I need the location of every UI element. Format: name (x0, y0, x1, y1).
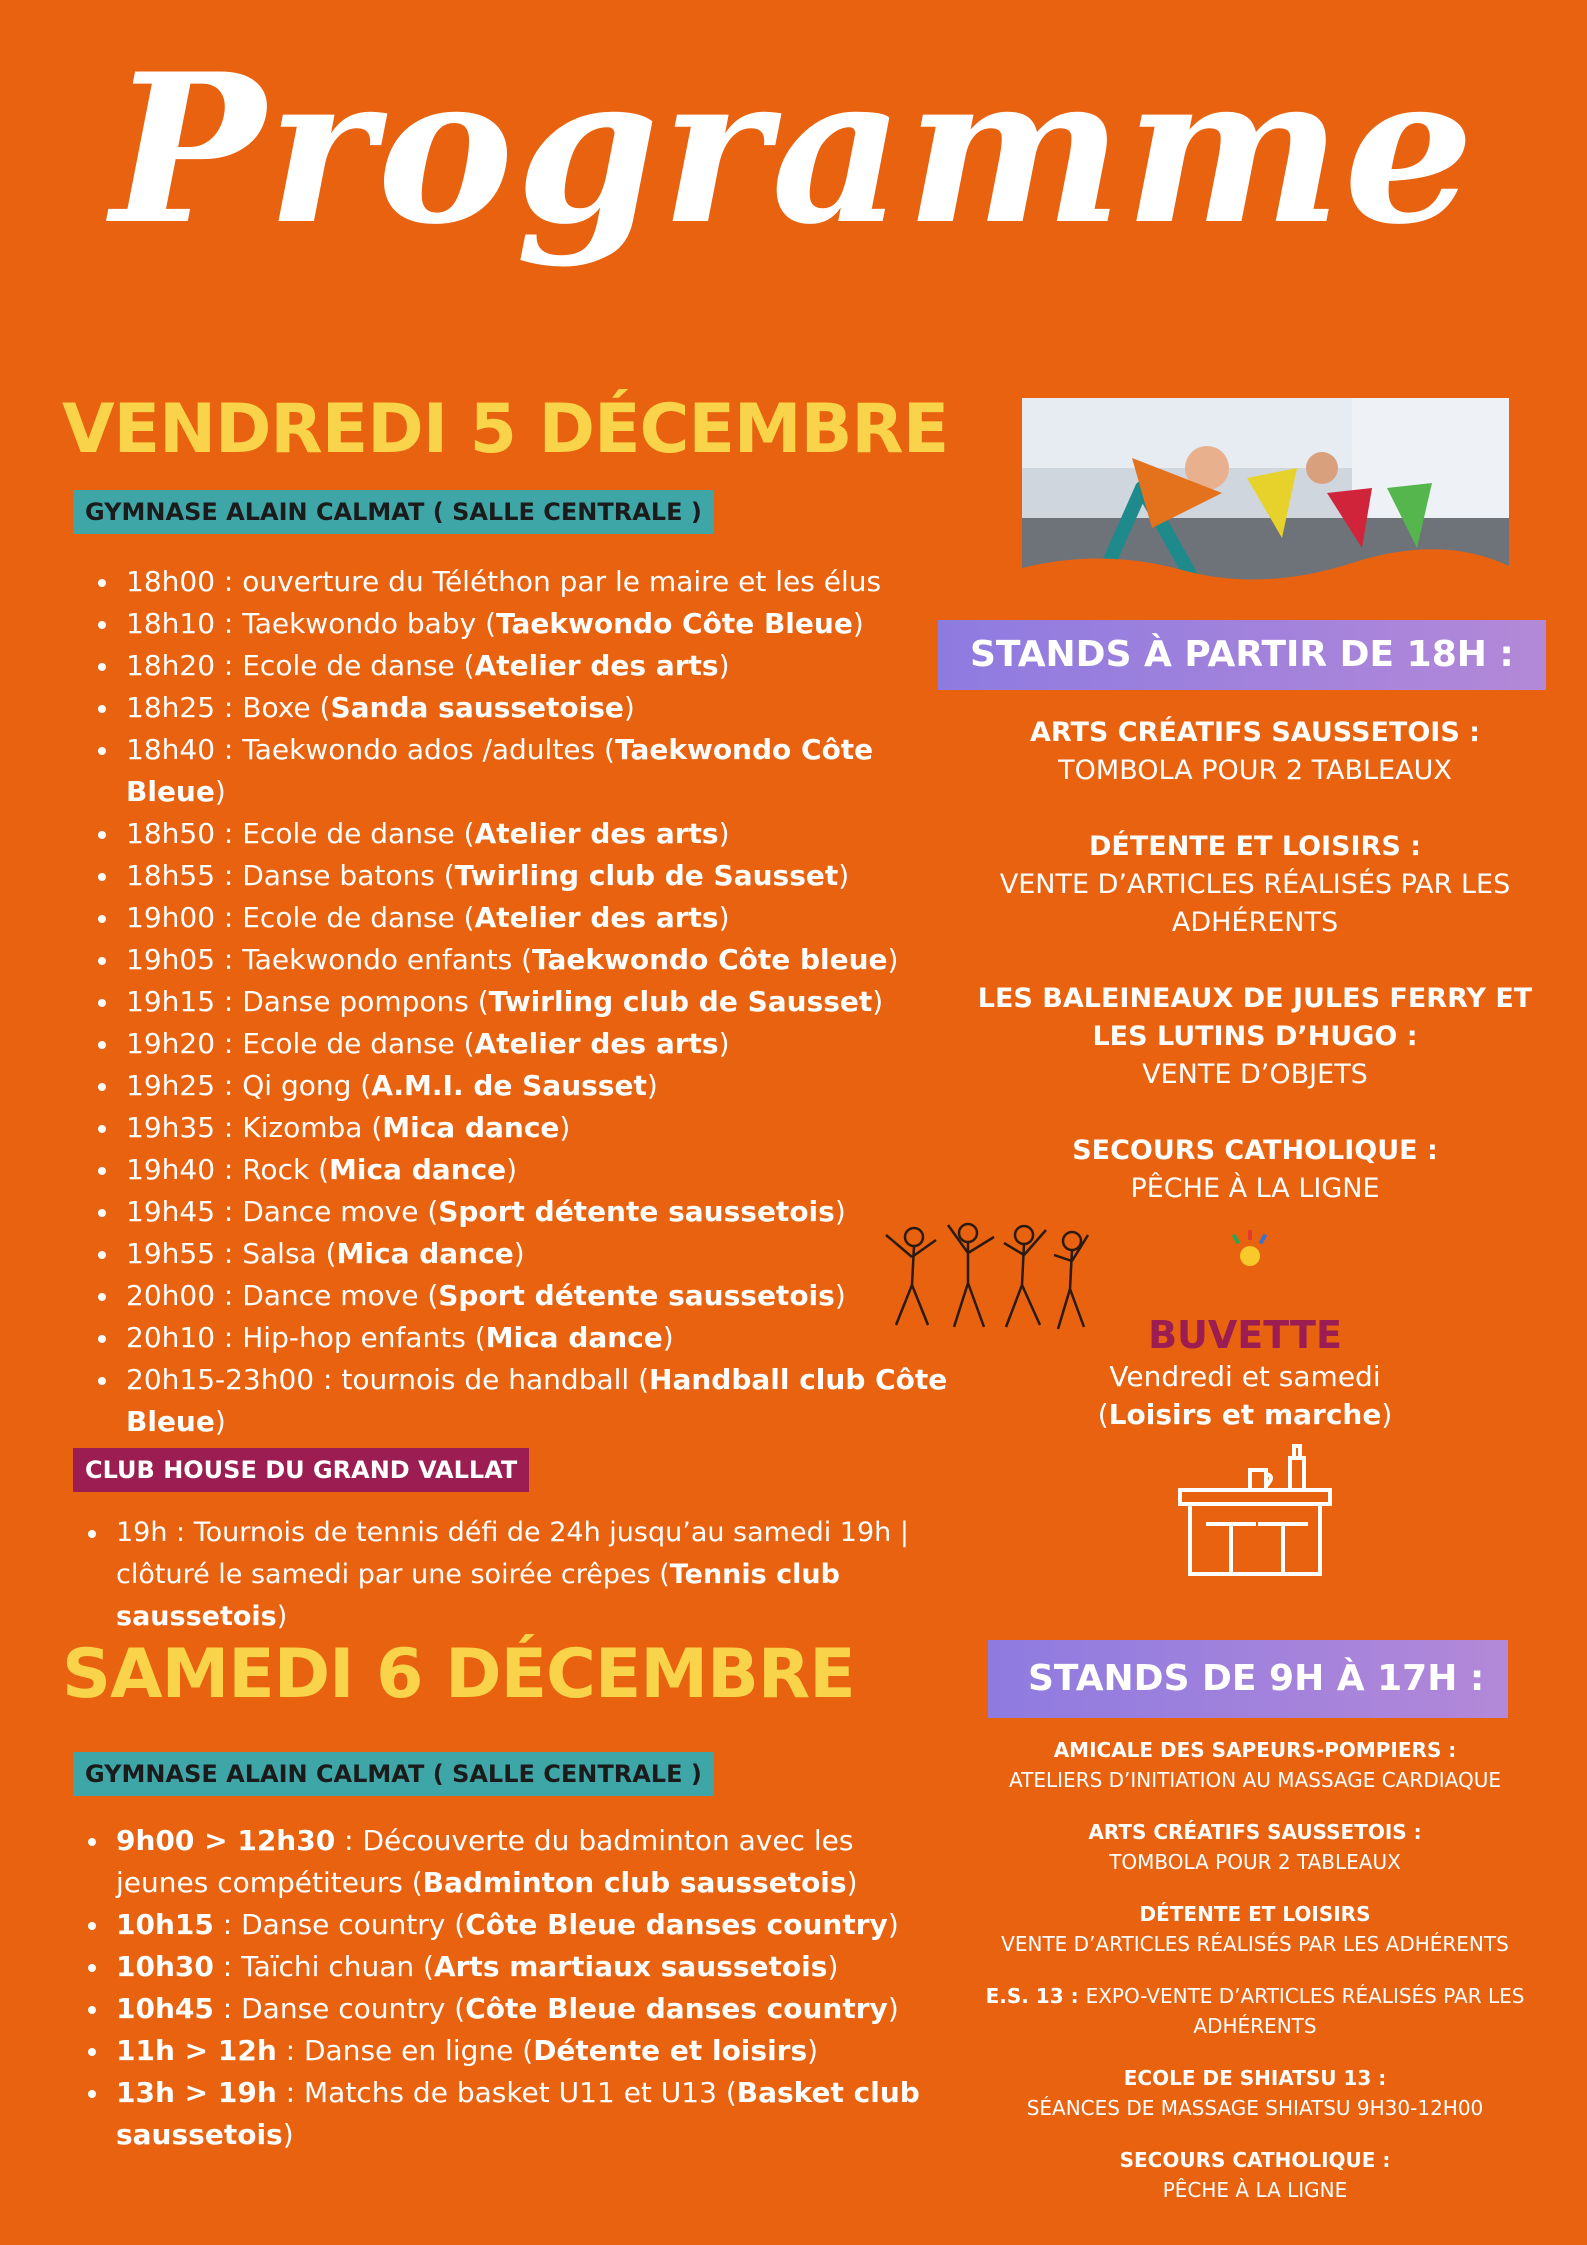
item-time: 9h00 > 12h30 (116, 1824, 336, 1857)
list-item (80, 1317, 960, 1359)
item-end: ) (559, 1111, 571, 1144)
friday-heading: VENDREDI 5 DÉCEMBRE (62, 390, 949, 469)
item-text: 18h20 : Ecole de danse ( (126, 649, 475, 682)
stand-item (960, 980, 1550, 1094)
item-text: : Danse en ligne ( (276, 2034, 534, 2067)
item-end: ) (513, 1237, 525, 1270)
stand-name: ARTS CRÉATIFS SAUSSETOIS : (1088, 1820, 1422, 1844)
list-item (80, 645, 960, 687)
saturday-heading: SAMEDI 6 DÉCEMBRE (62, 1635, 855, 1714)
stands-saturday-list (960, 1735, 1550, 2227)
page-title: Programme (110, 30, 1477, 270)
item-text: : Danse country ( (213, 1908, 466, 1941)
stands-friday-list (960, 714, 1550, 1246)
item-end: ) (214, 775, 226, 808)
buvette-organizer: (Loisirs et marche) (1097, 1398, 1393, 1431)
item-text: 18h10 : Taekwondo baby ( (126, 607, 496, 640)
item-text: : Danse country ( (213, 1992, 466, 2025)
item-time: 10h45 (116, 1992, 214, 2025)
item-text: 19h20 : Ecole de danse ( (126, 1027, 475, 1060)
list-item (80, 1359, 960, 1443)
list-item (70, 2072, 930, 2156)
stand-line (960, 1981, 1550, 2041)
item-text: 19h40 : Rock ( (126, 1153, 329, 1186)
club-house-venue: CLUB HOUSE DU GRAND VALLAT (73, 1448, 529, 1492)
buvette-days: Vendredi et samedi (1109, 1360, 1381, 1393)
list-item (80, 939, 960, 981)
item-text: 18h55 : Danse batons ( (126, 859, 455, 892)
item-text: 18h40 : Taekwondo ados /adultes ( (126, 733, 615, 766)
item-time: 11h > 12h (116, 2034, 277, 2067)
item-text: 19h55 : Salsa ( (126, 1237, 337, 1270)
item-organizer: Arts martiaux saussetois (433, 1950, 828, 1983)
stands-saturday-heading: STANDS DE 9H À 17H : (988, 1640, 1508, 1718)
list-item (80, 1149, 960, 1191)
item-text: 18h25 : Boxe ( (126, 691, 331, 724)
item-time: 10h15 (116, 1908, 214, 1941)
list-item: 19h : Tournois de tennis défi de 24h jusqu’au samedi 19h | clôturé le samedi par une soirée crêpes (Tennis club saussetois) (70, 1512, 990, 1638)
item-organizer: Mica dance (329, 1153, 507, 1186)
item-text: 20h15-23h00 : tournois de handball ( (126, 1363, 650, 1396)
item-organizer: Taekwondo Côte Bleue (126, 733, 874, 808)
stand-item (960, 1899, 1550, 1959)
stand-name: DÉTENTE ET LOISIRS : (1088, 831, 1421, 862)
item-organizer: Détente et loisirs (533, 2034, 808, 2067)
item-organizer: Atelier des arts (474, 817, 719, 850)
list-item (70, 1904, 930, 1946)
item-end: ) (872, 985, 884, 1018)
stand-activity: PÊCHE À LA LIGNE (1130, 1173, 1380, 1204)
item-text: 18h00 : ouverture du Téléthon par le maire et les élus (126, 565, 882, 598)
list-item (80, 1233, 960, 1275)
stand-name: ARTS CRÉATIFS SAUSSETOIS : (1030, 717, 1480, 748)
item-time: 13h > 19h (116, 2076, 277, 2109)
item-end: ) (718, 901, 730, 934)
item-end: ) (846, 1866, 858, 1899)
stand-item (960, 2145, 1550, 2205)
item-end: ) (852, 607, 864, 640)
list-item (80, 1107, 960, 1149)
item-organizer: Mica dance (382, 1111, 560, 1144)
list-item (70, 1946, 930, 1988)
buvette-title: BUVETTE (1148, 1313, 1342, 1357)
stand-name: ECOLE DE SHIATSU 13 : (1123, 2066, 1387, 2090)
item-organizer: Twirling club de Sausset (488, 985, 873, 1018)
stand-activity: TOMBOLA POUR 2 TABLEAUX (1109, 1850, 1401, 1874)
item-end: ) (834, 1195, 846, 1228)
stand-item (960, 1981, 1550, 2041)
item-organizer: Taekwondo Côte bleue (532, 943, 888, 976)
item-organizer: Mica dance (485, 1321, 663, 1354)
item-organizer: Basket club saussetois (116, 2076, 920, 2151)
list-item (80, 561, 960, 603)
stand-activity: VENTE D’ARTICLES RÉALISÉS PAR LES ADHÉRENTS (1001, 1932, 1509, 1956)
item-text: 19h45 : Dance move ( (126, 1195, 439, 1228)
item-text: 20h00 : Dance move ( (126, 1279, 439, 1312)
list-item (70, 1988, 930, 2030)
list-item (80, 729, 960, 813)
list-item (70, 2030, 930, 2072)
stand-activity: PÊCHE À LA LIGNE (1162, 2178, 1348, 2202)
telethon-logo-icon (1225, 1228, 1275, 1278)
bar-counter-icon (1176, 1440, 1336, 1580)
item-text: 20h10 : Hip-hop enfants ( (126, 1321, 486, 1354)
item-end: ) (506, 1153, 518, 1186)
item-organizer: Atelier des arts (474, 1027, 719, 1060)
list-item (80, 1023, 960, 1065)
item-text: 19h35 : Kizomba ( (126, 1111, 383, 1144)
children-stretching-photo (1022, 398, 1509, 590)
item-end: ) (887, 1908, 899, 1941)
saturday-venue: GYMNASE ALAIN CALMAT ( SALLE CENTRALE ) (73, 1752, 714, 1796)
item-text: : Découverte du badminton avec les jeunes compétiteurs ( (116, 1824, 854, 1899)
buvette-block (1045, 1312, 1445, 1434)
list-item (80, 1065, 960, 1107)
item-organizer: Atelier des arts (474, 901, 719, 934)
stands-friday-heading: STANDS À PARTIR DE 18H : (938, 620, 1546, 690)
item-end: ) (646, 1069, 658, 1102)
club-house-schedule (70, 1512, 990, 1638)
item-text: : Taïchi chuan ( (213, 1950, 434, 1983)
stand-item (960, 1132, 1550, 1208)
stand-name: E.S. 13 : (985, 1984, 1086, 2008)
list-item (80, 1275, 960, 1317)
item-end: ) (827, 1950, 839, 1983)
item-end: ) (807, 2034, 819, 2067)
item-text: 19h05 : Taekwondo enfants ( (126, 943, 533, 976)
item-end: ) (887, 1992, 899, 2025)
stand-item (960, 828, 1550, 942)
item-organizer: Atelier des arts (474, 649, 719, 682)
item-organizer: A.M.I. de Sausset (371, 1069, 647, 1102)
item-text: : Matchs de basket U11 et U13 ( (276, 2076, 737, 2109)
item-end: ) (718, 1027, 730, 1060)
list-item (80, 813, 960, 855)
item-end: ) (623, 691, 635, 724)
item-organizer: Handball club Côte Bleue (126, 1363, 948, 1438)
item-end: ) (662, 1321, 674, 1354)
stand-activity: VENTE D’ARTICLES RÉALISÉS PAR LES ADHÉRENTS (999, 869, 1511, 938)
list-item (70, 1820, 930, 1904)
item-text: 18h50 : Ecole de danse ( (126, 817, 475, 850)
list-item (80, 603, 960, 645)
stand-activity: ATELIERS D’INITIATION AU MASSAGE CARDIAQUE (1009, 1768, 1501, 1792)
stand-name: LES BALEINEAUX DE JULES FERRY ET LES LUTINS D’HUGO : (977, 983, 1533, 1052)
stand-activity: TOMBOLA POUR 2 TABLEAUX (1058, 755, 1452, 786)
stand-item (960, 1817, 1550, 1877)
item-end: ) (282, 2118, 294, 2151)
item-end: ) (718, 817, 730, 850)
stand-item (960, 714, 1550, 790)
stand-name: AMICALE DES SAPEURS-POMPIERS : (1053, 1738, 1457, 1762)
stand-activity: EXPO-VENTE D’ARTICLES RÉALISÉS PAR LES ADHÉRENTS (1085, 1984, 1525, 2038)
stand-name: SECOURS CATHOLIQUE : (1072, 1135, 1438, 1166)
item-organizer: Sport détente saussetois (438, 1195, 835, 1228)
item-end: ) (834, 1279, 846, 1312)
item-organizer: Côte Bleue danses country (465, 1992, 888, 2025)
stand-activity: SÉANCES DE MASSAGE SHIATSU 9H30-12H00 (1026, 2096, 1484, 2120)
item-end: ) (887, 943, 899, 976)
item-organizer: Sport détente saussetois (438, 1279, 835, 1312)
item-text: 19h25 : Qi gong ( (126, 1069, 372, 1102)
list-item (80, 981, 960, 1023)
stand-item (960, 1735, 1550, 1795)
item-time: 10h30 (116, 1950, 214, 1983)
stand-item (960, 2063, 1550, 2123)
item-organizer: Badminton club saussetois (422, 1866, 847, 1899)
item-text: 19h15 : Danse pompons ( (126, 985, 489, 1018)
list-item (80, 1191, 960, 1233)
item-text: 19h00 : Ecole de danse ( (126, 901, 475, 934)
item-organizer: Twirling club de Sausset (454, 859, 839, 892)
stand-name: DÉTENTE ET LOISIRS (1139, 1902, 1371, 1926)
stand-name: SECOURS CATHOLIQUE : (1119, 2148, 1391, 2172)
friday-schedule (80, 561, 960, 1443)
item-organizer: Taekwondo Côte Bleue (496, 607, 853, 640)
item-end: ) (718, 649, 730, 682)
list-item (80, 687, 960, 729)
stand-activity: VENTE D’OBJETS (1142, 1059, 1368, 1090)
list-item (80, 897, 960, 939)
list-item (80, 855, 960, 897)
friday-venue: GYMNASE ALAIN CALMAT ( SALLE CENTRALE ) (73, 490, 714, 534)
item-end: ) (838, 859, 850, 892)
item-end: ) (214, 1405, 226, 1438)
item-organizer: Côte Bleue danses country (465, 1908, 888, 1941)
item-organizer: Sanda saussetoise (330, 691, 624, 724)
saturday-schedule (70, 1820, 930, 2156)
item-organizer: Mica dance (336, 1237, 514, 1270)
